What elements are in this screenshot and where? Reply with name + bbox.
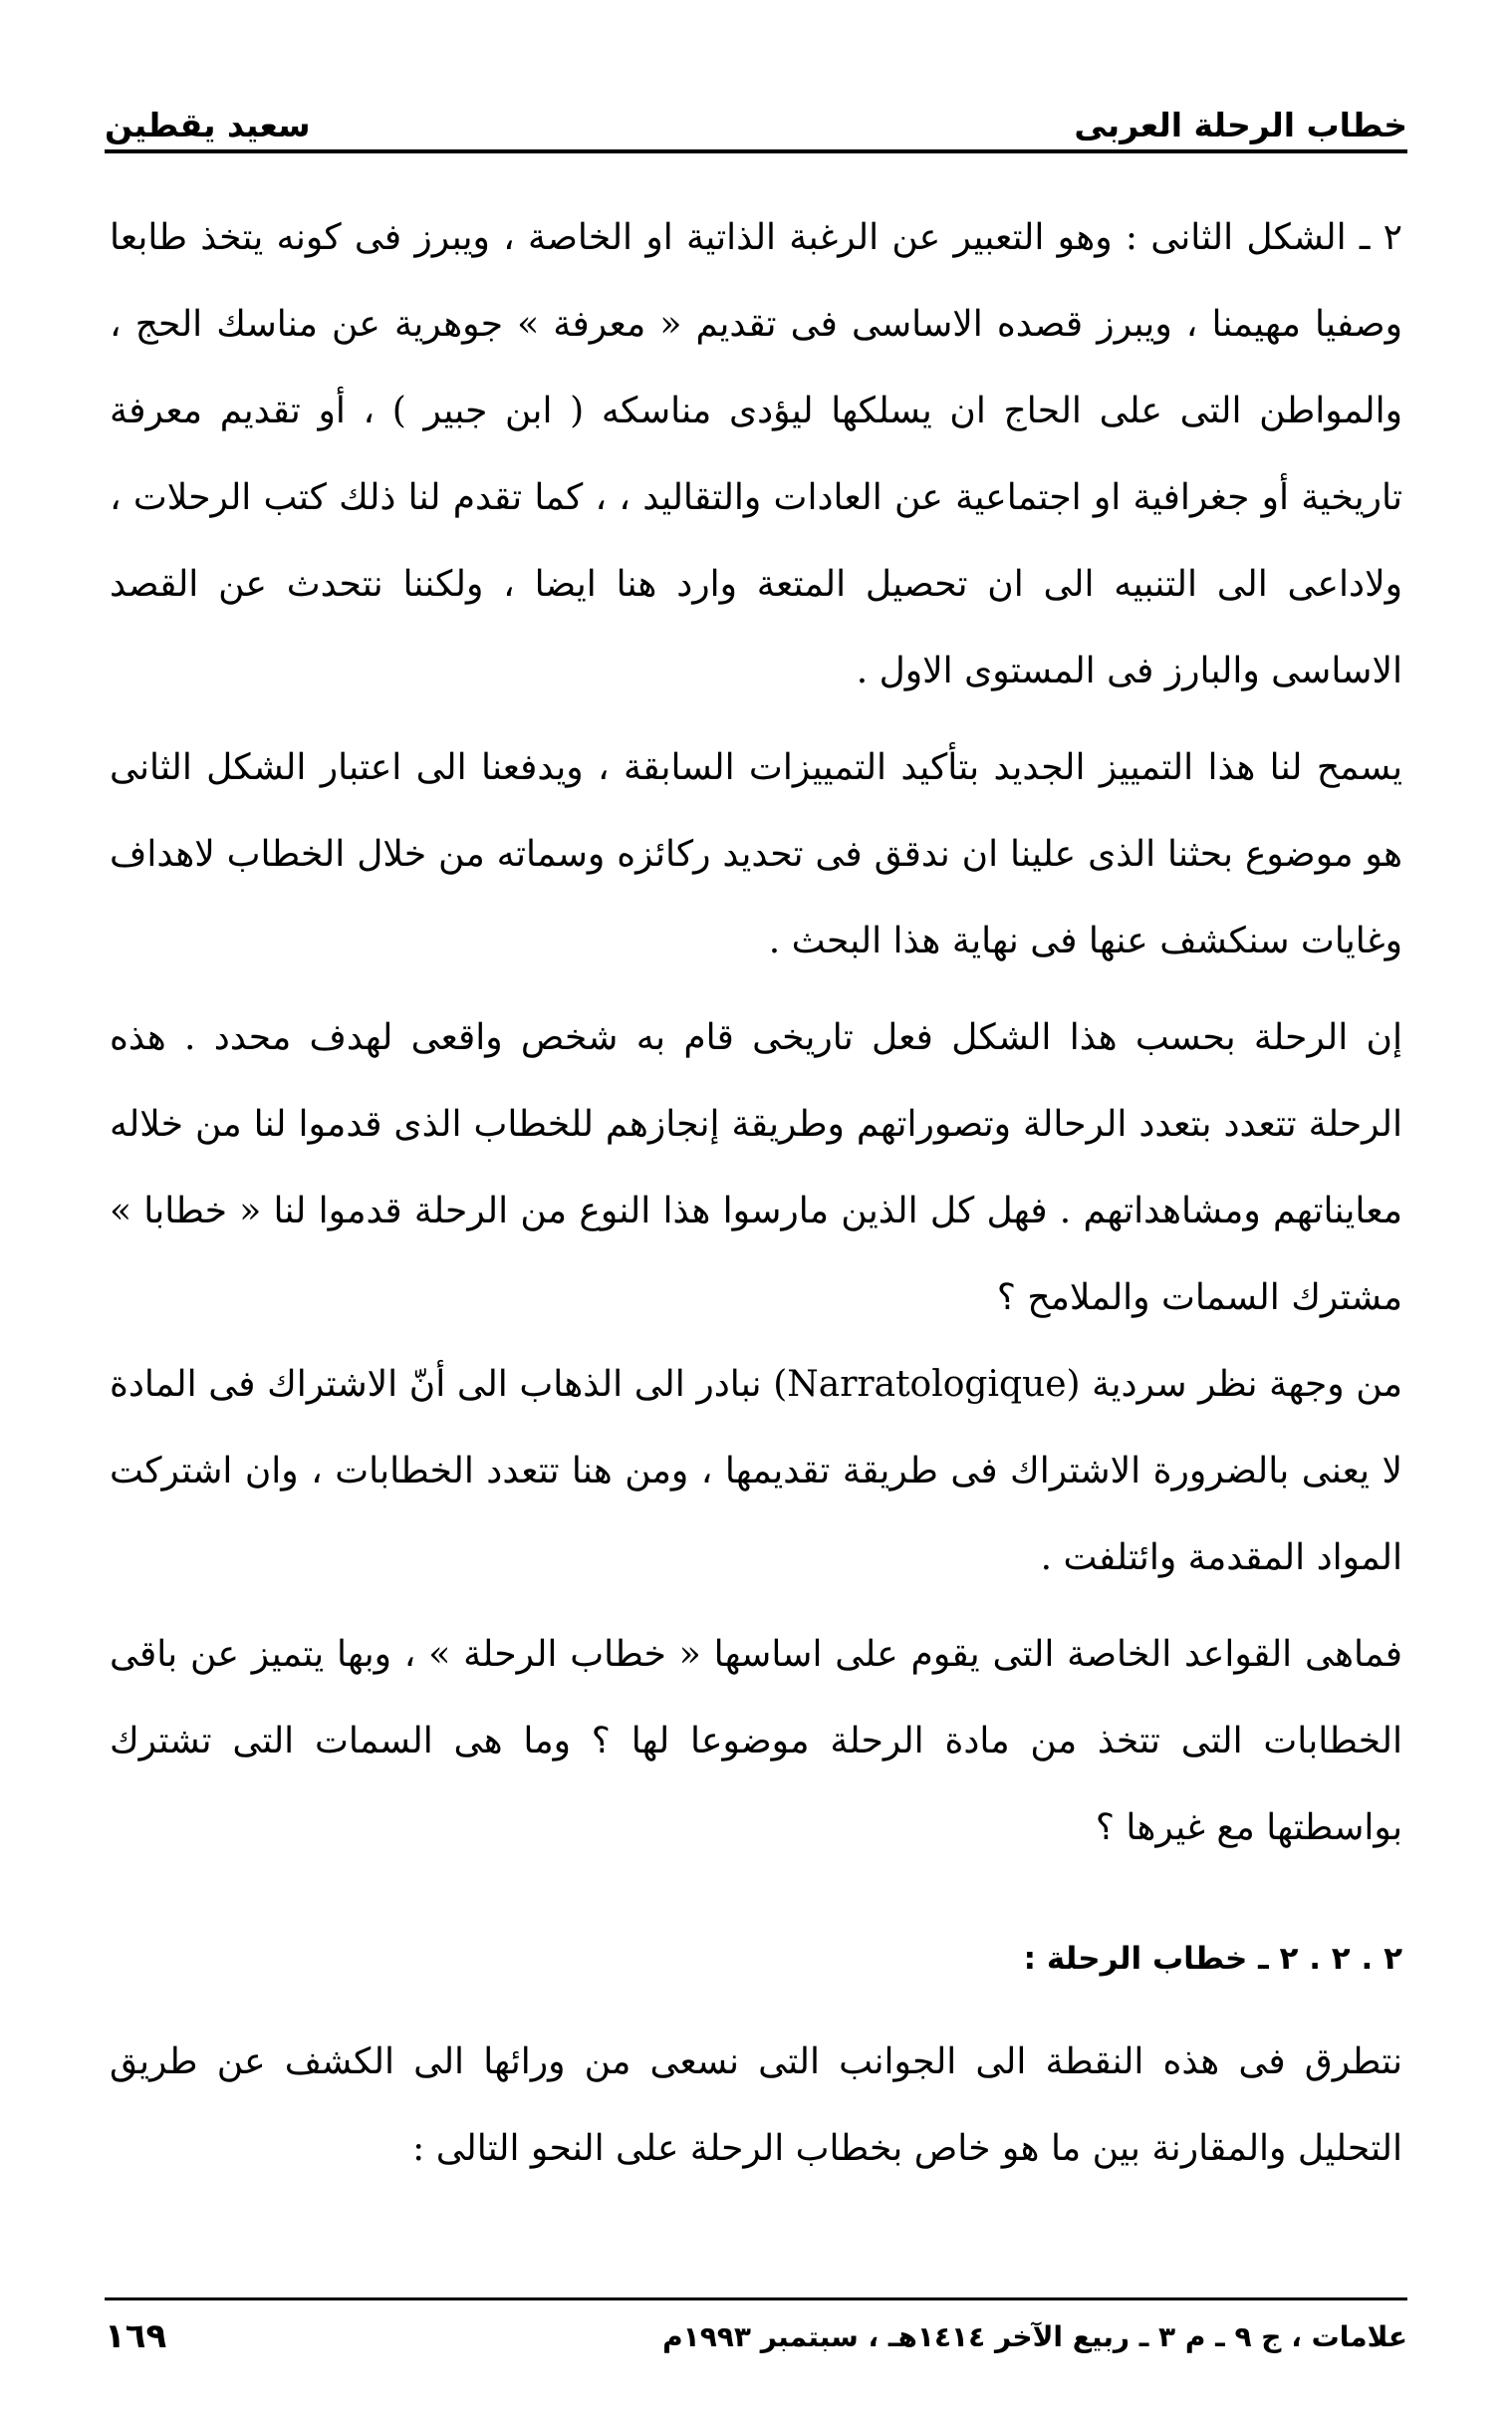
paragraph-2: يسمح لنا هذا التمييز الجديد بتأكيد التمييزات السابقة ، ويدفعنا الى اعتبار الشكل الثانى هو موضوع بحثنا الذى علينا ان ندقق فى تحديد ركائزه وسماته من خلال الخطاب لاهداف وغايات سنكشف عنها فى نهاية هذا البحث . (110, 747, 1402, 961)
running-author: سعيد يقطين (105, 105, 311, 144)
latin-term: (Narratologique) (773, 1364, 1081, 1405)
page-number: ١٦٩ (105, 2316, 167, 2356)
body-text (110, 194, 1402, 2192)
footer-citation: علامات ، ج ٩ ـ م ٣ ـ ربيع الآخر ١٤١٤هـ ، سبتمبر ١٩٩٣م (662, 2319, 1407, 2353)
section-heading: ٢ . ٢ . ٢ ـ خطاب الرحلة : (1023, 1941, 1402, 1977)
running-header (105, 100, 1407, 153)
paragraph-1: ٢ ـ الشكل الثانى : وهو التعبير عن الرغبة الذاتية او الخاصة ، ويبرز فى كونه يتخذ طابعا وصفيا مهيمنا ، ويبرز قصده الاساسى فى تقديم « معرفة » جوهرية عن مناسك الحج ، والمواطن التى على الحاج ان يسلكها ليؤدى مناسكه ( ابن جبير ) ، أو تقديم معرفة تاريخية أو جغرافية او اجتماعية عن العادات والتقاليد ، ، كما تقدم لنا ذلك كتب الرحلات ، ولاداعى الى التنبيه الى ان تحصيل المتعة وارد هنا ايضا ، ولكننا نتحدث عن القصد الاساسى والبارز فى المستوى الاول . (110, 217, 1402, 691)
paragraph-3: إن الرحلة بحسب هذا الشكل فعل تاريخى قام به شخص واقعى لهدف محدد . هذه الرحلة تتعدد بتعدد الرحالة وتصوراتهم وطريقة إنجازهم للخطاب الذى قدموا لنا من خلاله معايناتهم ومشاهداتهم . فهل كل الذين مارسوا هذا النوع من الرحلة قدموا لنا « خطابا » مشترك السمات والملامح ؟ (110, 1017, 1403, 1318)
paragraph-4-start: من وجهة نظر سردية (1080, 1364, 1402, 1405)
section-paragraph: نتطرق فى هذه النقطة الى الجوانب التى نسعى من ورائها الى الكشف عن طريق التحليل والمقارنة بين ما هو خاص بخطاب الرحلة على النحو التالى : (110, 2041, 1402, 2169)
running-title: خطاب الرحلة العربى (1074, 105, 1407, 144)
paragraph-5: فماهى القواعد الخاصة التى يقوم على اساسها « خطاب الرحلة » ، وبها يتميز عن باقى الخطابات التى تتخذ من مادة الرحلة موضوعا لها ؟ وما هى السمات التى تشترك بواسطتها مع غيرها ؟ (110, 1634, 1402, 1848)
paragraph-4 (110, 1341, 1402, 1601)
paragraph-4-end: نبادر الى الذهاب الى أنّ الاشتراك فى المادة لا يعنى بالضرورة الاشتراك فى طريقة تقديمها ، ومن هنا تتعدد الخطابات ، وان اشتركت المواد المقدمة وائتلفت . (110, 1364, 1402, 1578)
running-footer (105, 2297, 1407, 2356)
